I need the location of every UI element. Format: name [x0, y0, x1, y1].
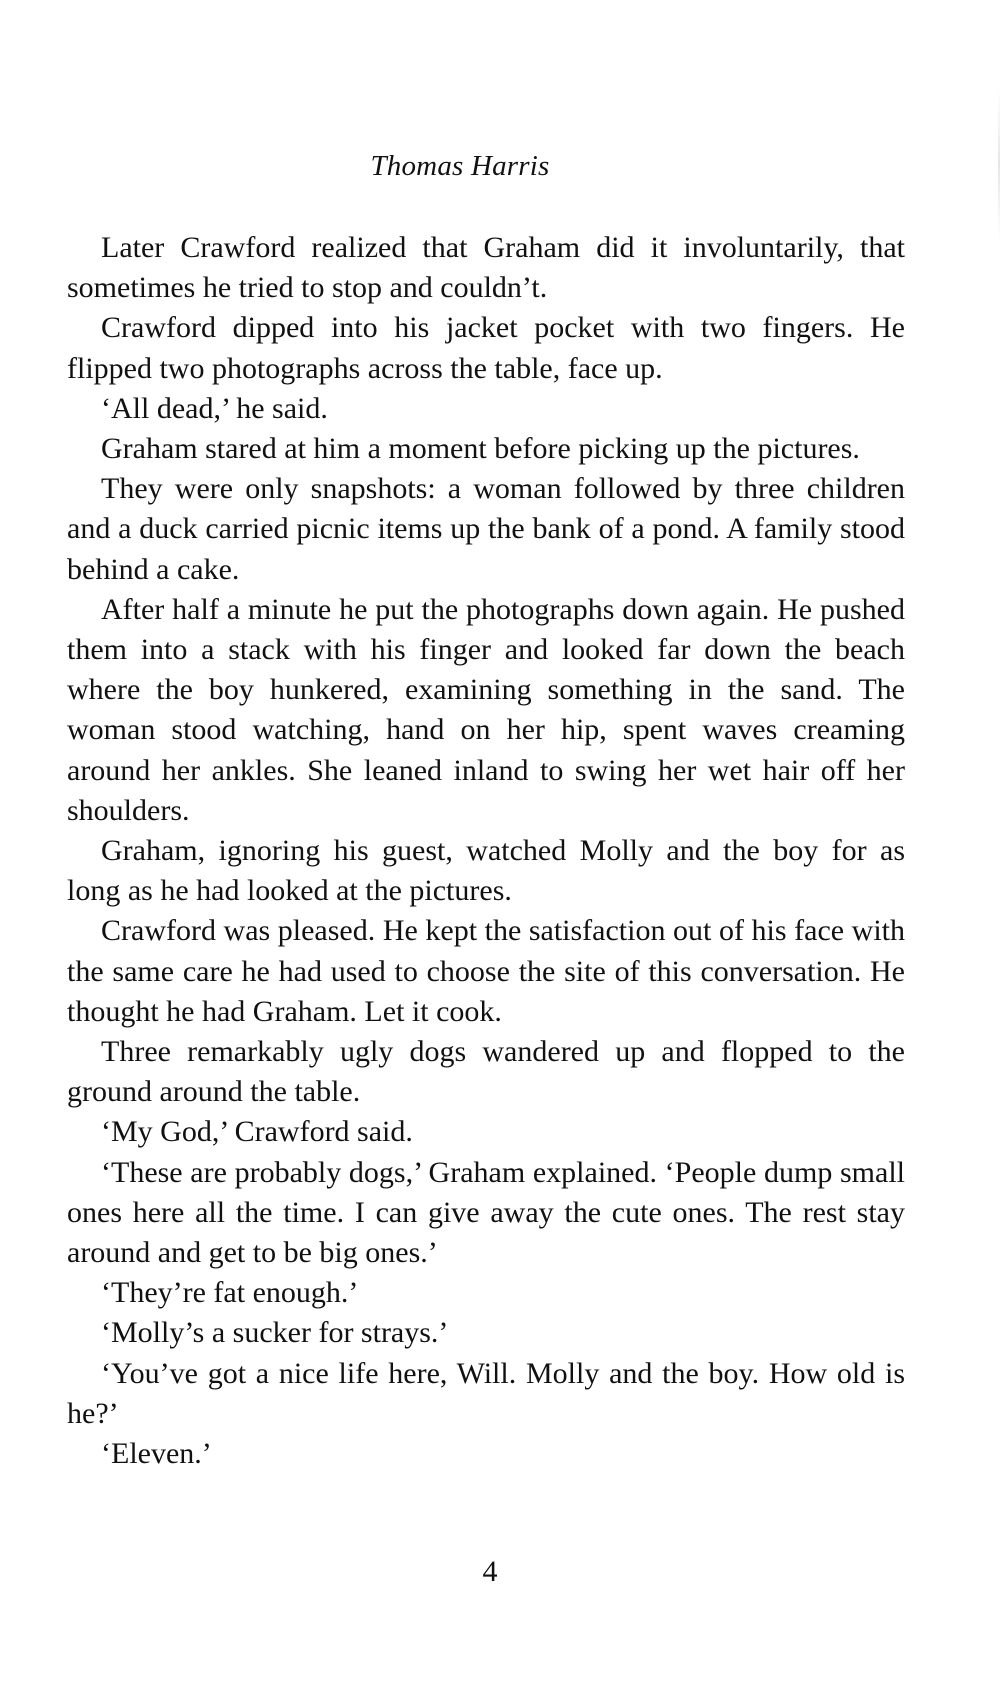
- paragraph: After half a minute he put the photographs down again. He pushed them into a stack with his finger and looked far down the beach where the boy hunkered, examining something in the sand. The woman stood watching, hand on her hip, spent waves creaming around her ankles. She leaned inland to swing her wet hair off her shoulders.: [67, 592, 905, 827]
- paragraph: Later Crawford realized that Graham did it involuntarily, that sometimes he tried to stop and couldn’t.: [67, 231, 905, 305]
- paragraph: Crawford dipped into his jacket pocket with two fingers. He flipped two photographs across the table, face up.: [67, 311, 905, 385]
- body-text: [67, 228, 905, 1474]
- paragraph: ‘Eleven.’: [101, 1437, 212, 1471]
- paragraph: Graham stared at him a moment before picking up the pictures.: [101, 432, 860, 466]
- page-number: 4: [482, 1555, 498, 1588]
- paragraph: ‘Molly’s a sucker for strays.’: [101, 1316, 449, 1350]
- paragraph: ‘You’ve got a nice life here, Will. Molly and the boy. How old is he?’: [67, 1356, 905, 1430]
- paragraph: They were only snapshots: a woman followed by three children and a duck carried picnic items up the bank of a pond. A family stood behind a cake.: [67, 472, 905, 586]
- paragraph: ‘They’re fat enough.’: [101, 1276, 359, 1310]
- paragraph: Graham, ignoring his guest, watched Molly and the boy for as long as he had looked at the pictures.: [67, 834, 905, 908]
- running-header-author: Thomas Harris: [370, 150, 550, 182]
- paragraph: ‘All dead,’ he said.: [101, 391, 328, 425]
- paragraph: Three remarkably ugly dogs wandered up and flopped to the ground around the table.: [67, 1035, 905, 1109]
- paragraph: Crawford was pleased. He kept the satisfaction out of his face with the same care he had used to choose the site of this conversation. He thought he had Graham. Let it cook.: [67, 914, 905, 1028]
- paragraph: ‘These are probably dogs,’ Graham explained. ‘People dump small ones here all the time. I can give away the cute ones. The rest stay around and get to be big ones.’: [67, 1155, 905, 1270]
- paragraph: ‘My God,’ Crawford said.: [101, 1115, 413, 1149]
